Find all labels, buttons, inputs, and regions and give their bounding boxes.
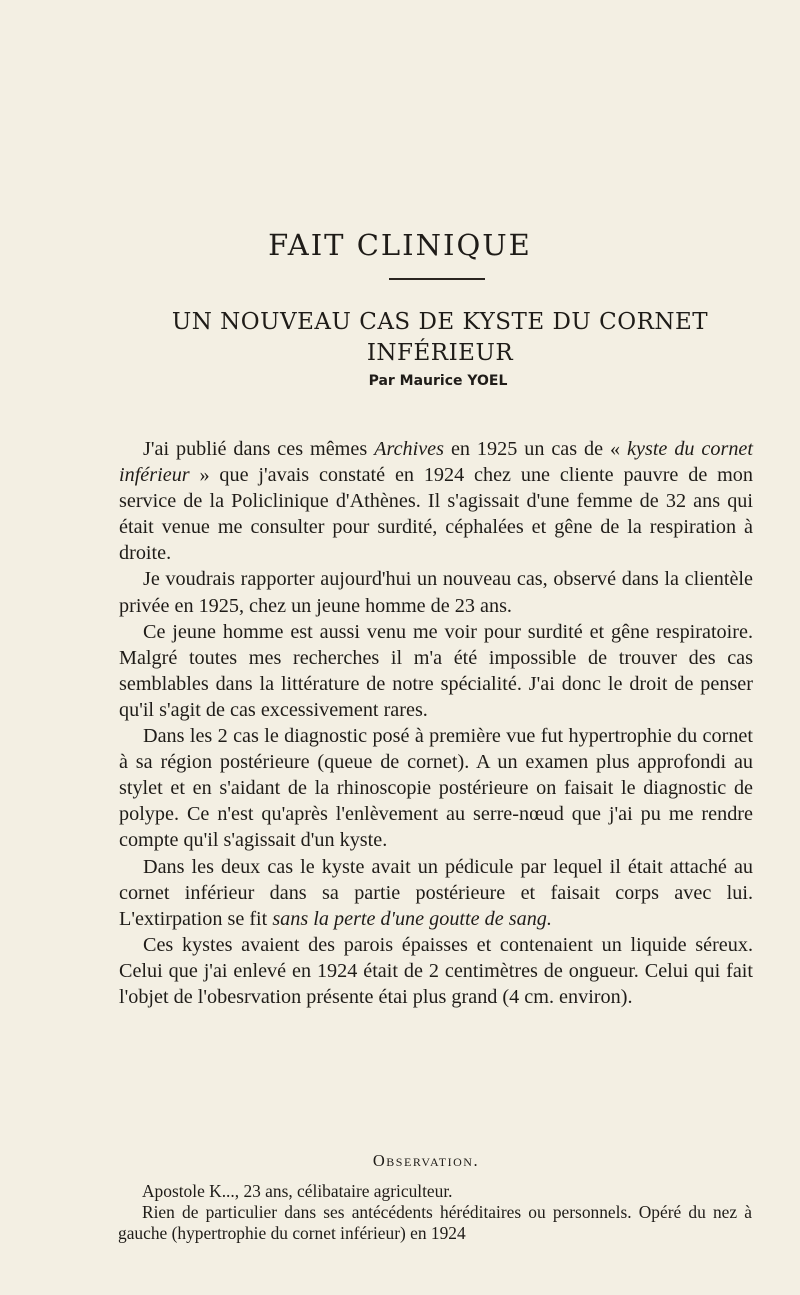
observation-body: [118, 1181, 752, 1244]
paragraph-4: Dans les 2 cas le diagnostic posé à première vue fut hypertrophie du cornet à sa région postérieure (queue de cornet). A un examen plus approfondi au stylet et en s'aidant de la rhinoscopie postérieure on faisait le diagnostic de polype. Ce n'est qu'après l'enlèvement au serre-nœud que j'ai pu me rendre compte qu'il s'agissait d'un kyste.: [119, 725, 753, 852]
author-byline: Par Maurice YOEL: [368, 373, 508, 389]
section-title: FAIT CLINIQUE: [268, 228, 532, 262]
article-body: [119, 436, 753, 1010]
paragraph-6: Ces kystes avaient des parois épaisses et contenaient un liquide séreux. Celui que j'ai enlevé en 1924 était de 2 centimètres de ongueur. Celui qui fait l'objet de l'obesrvation présente étai plus grand (4 cm. environ).: [119, 933, 753, 1008]
cyst-term: kyste du cornet inférieur: [119, 438, 754, 487]
observation-line-1: Apostole K..., 23 ans, célibataire agriculteur.: [142, 1181, 453, 1201]
paragraph-1: J'ai publié dans ces mêmes Archives en 1925 un cas de « kyste du cornet inférieur » que j'avais constaté en 1924 chez une cliente pauvre de mon service de la Policlinique d'Athènes. Il s'agissait d'une femme de 32 ans qui était venue me consulter pour surdité, céphalées et gêne de la respiration à droite.: [119, 438, 754, 565]
title-divider: [389, 278, 485, 280]
observation-heading: Observation.: [372, 1151, 480, 1170]
article-title: UN NOUVEAU CAS DE KYSTE DU CORNET INFÉRIEUR: [171, 309, 709, 366]
emphasis-no-blood: sans la perte d'une goutte de sang.: [272, 907, 552, 930]
observation-line-2: Rien de particulier dans ses antécédents héréditaires ou personnels. Opéré du nez à gauche (hypertrophie du cornet inférieur) en 1924: [118, 1202, 752, 1243]
paragraph-5: Dans les deux cas le kyste avait un pédicule par lequel il était attaché au cornet inférieur dans sa partie postérieure et faisait corps avec lui. L'extirpation se fit sans la perte d'une goutte de sang.: [119, 855, 753, 930]
paragraph-3: Ce jeune homme est aussi venu me voir pour surdité et gêne respiratoire. Malgré toutes mes recherches il m'a été impossible de trouver des cas semblables dans la littérature de notre spécialité. J'ai donc le droit de penser qu'il s'agit de cas excessivement rares.: [119, 620, 753, 721]
paragraph-2: Je voudrais rapporter aujourd'hui un nouveau cas, observé dans la clientèle privée en 1925, chez un jeune homme de 23 ans.: [119, 568, 753, 617]
journal-name: Archives: [374, 438, 445, 460]
